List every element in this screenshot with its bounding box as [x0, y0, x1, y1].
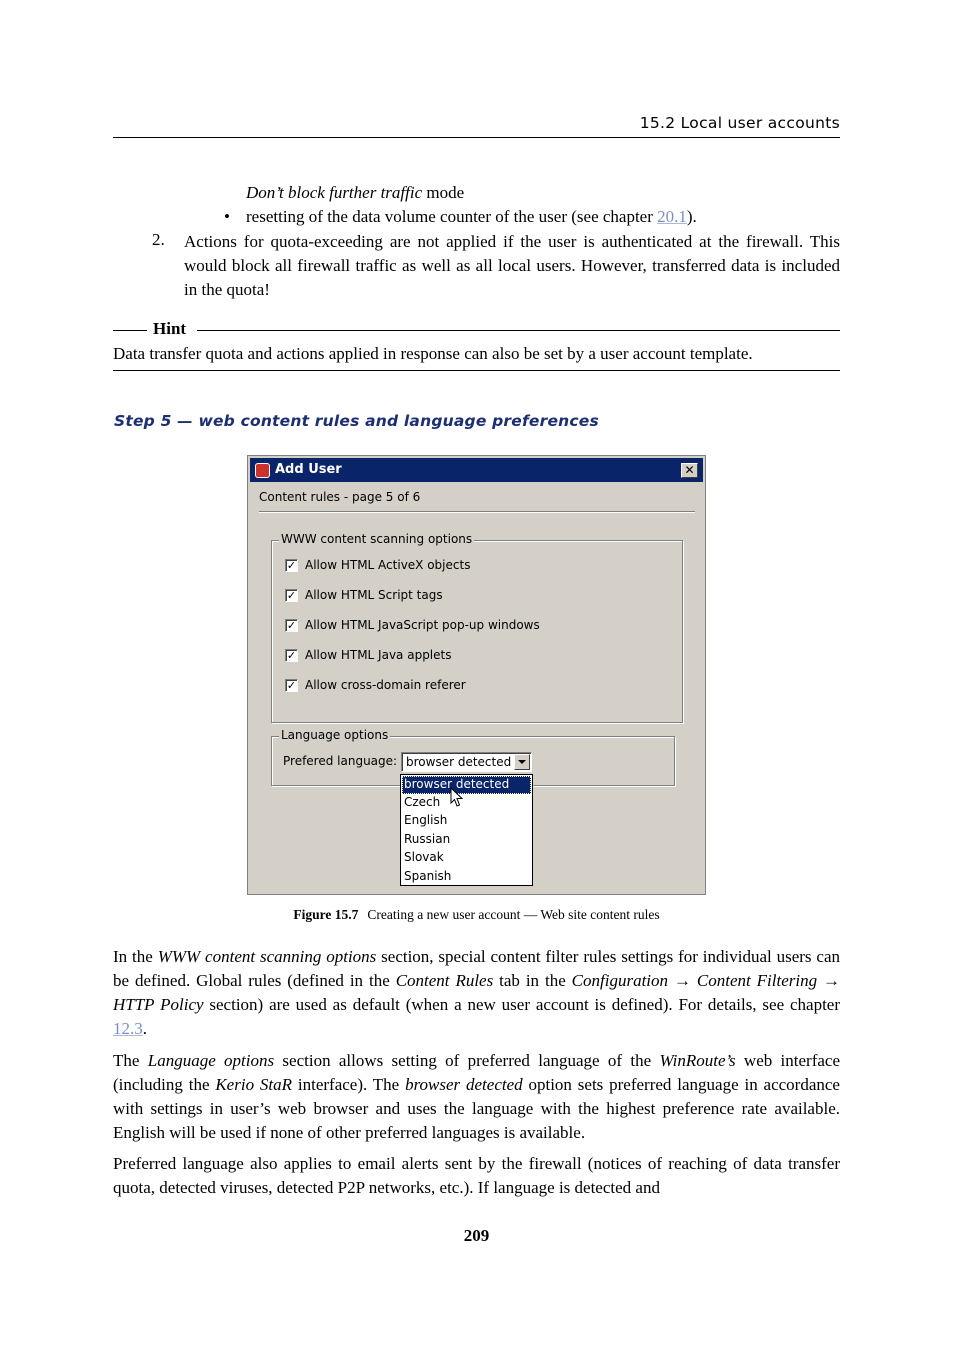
bullet-glyph: • [224, 207, 230, 226]
language-option-slovak[interactable]: Slovak [404, 850, 444, 864]
term-www-content-scanning: WWW content scanning options [157, 947, 377, 966]
running-head: 15.2 Local user accounts [639, 114, 840, 132]
text: . [142, 1019, 147, 1038]
preferred-language-label: Prefered language: [283, 754, 398, 768]
bullet-end: ). [686, 207, 697, 226]
language-dropdown-list [400, 774, 533, 886]
paragraph-www-options [113, 945, 840, 1041]
list-item-2-text: Actions for quota-exceeding are not applied if the user is authenticated at the firewall. This would block all firewall traffic as well as all local users. However, transferred data is included in the quota! [184, 232, 840, 299]
text: The [113, 1051, 148, 1070]
text: section) are used as default (when a new user account is defined). For details, see chapter [203, 995, 840, 1014]
preferred-language-select[interactable] [401, 752, 532, 772]
www-group-legend: WWW content scanning options [281, 532, 473, 546]
term-browser-detected: browser detected [405, 1075, 523, 1094]
chevron-down-icon[interactable] [514, 754, 530, 770]
term-content-rules: Content Rules [395, 971, 494, 990]
dont-block-italic: Don’t block further traffic [246, 183, 423, 202]
checkbox-cross-domain[interactable]: ✓ [286, 679, 297, 692]
term-language-options: Language options [147, 1051, 275, 1070]
chapter-link-12-3[interactable]: 12.3 [113, 1019, 143, 1038]
term-content-filtering: Content Filtering [696, 971, 818, 990]
checkbox-java-applets[interactable]: ✓ [286, 649, 297, 662]
text: In the [113, 947, 158, 966]
language-option-browser-detected[interactable]: browser detected [402, 776, 531, 794]
term-configuration: Configuration [571, 971, 669, 990]
list-number-2: 2. [152, 230, 165, 249]
figure-caption [113, 907, 840, 923]
term-winroute: WinRoute’s [659, 1051, 736, 1070]
language-option-russian[interactable]: Russian [404, 832, 451, 846]
option-java-applets-label: Allow HTML Java applets [305, 648, 452, 662]
dialog-title: Add User [275, 462, 342, 477]
option-cross-domain-label: Allow cross-domain referer [305, 678, 466, 692]
list-subitem [246, 181, 464, 205]
add-user-dialog [247, 455, 706, 895]
language-option-czech[interactable]: Czech [404, 795, 441, 809]
subtitle-separator [259, 511, 695, 513]
checkbox-script-tags[interactable]: ✓ [286, 589, 297, 602]
language-option-english[interactable]: English [404, 813, 448, 827]
close-button[interactable]: ✕ [681, 463, 698, 478]
select-value: browser detected [406, 755, 512, 769]
mouse-cursor-icon [450, 787, 464, 809]
app-icon [255, 463, 270, 478]
figure-caption-text: Creating a new user account — Web site content rules [367, 907, 660, 922]
arrow: → [817, 971, 841, 990]
checkbox-popup-windows[interactable]: ✓ [286, 619, 297, 632]
text: web interface (including the [113, 1051, 841, 1094]
chapter-link-20-1[interactable]: 20.1 [657, 207, 687, 226]
dialog-titlebar [250, 458, 703, 482]
checkbox-activex[interactable]: ✓ [286, 559, 297, 572]
language-group-legend: Language options [281, 728, 389, 742]
paragraph-email-alerts: Preferred language also applies to email alerts sent by the firewall (notices of reaching of data transfer quota, detected viruses, detected P2P networks, etc.). If language is detected and [113, 1154, 840, 1197]
header-rule [113, 137, 840, 138]
hint-body: Data transfer quota and actions applied in response can also be set by a user account template. [113, 344, 753, 363]
figure-number: Figure 15.7 [293, 907, 359, 922]
bullet-text: resetting of the data volume counter of the user (see chapter [246, 207, 658, 226]
hint-rule-left [113, 330, 147, 331]
text: section allows setting of preferred language of the [274, 1051, 660, 1070]
term-kerio-star: Kerio StaR [215, 1075, 293, 1094]
page-number: 209 [463, 1226, 490, 1245]
hint-rule-bottom [113, 370, 840, 371]
option-popup-windows-label: Allow HTML JavaScript pop-up windows [305, 618, 540, 632]
hint-rule-right [197, 330, 840, 331]
term-http-policy: HTTP Policy [113, 995, 204, 1014]
hint-title: Hint [153, 319, 187, 338]
language-option-spanish[interactable]: Spanish [404, 869, 452, 883]
text: interface). The [292, 1075, 406, 1094]
arrow: → [668, 971, 697, 990]
dialog-subtitle: Content rules - page 5 of 6 [259, 490, 421, 504]
text: option sets preferred language in accordance with settings in user’s web browser and uses the language with the highest preference rate available. English will be used if none of other preferred languages is available. [113, 1075, 840, 1142]
option-activex-label: Allow HTML ActiveX objects [305, 558, 471, 572]
option-script-tags-label: Allow HTML Script tags [305, 588, 443, 602]
bullet-item [246, 205, 697, 229]
text: section, special content filter rules settings for individual users can be defined. Global rules (defined in the [113, 947, 840, 990]
dont-block-rest: mode [422, 183, 465, 202]
text: tab in the [493, 971, 572, 990]
paragraph-language-options [113, 1049, 840, 1145]
step-heading: Step 5 — web content rules and language preferences [114, 412, 599, 430]
